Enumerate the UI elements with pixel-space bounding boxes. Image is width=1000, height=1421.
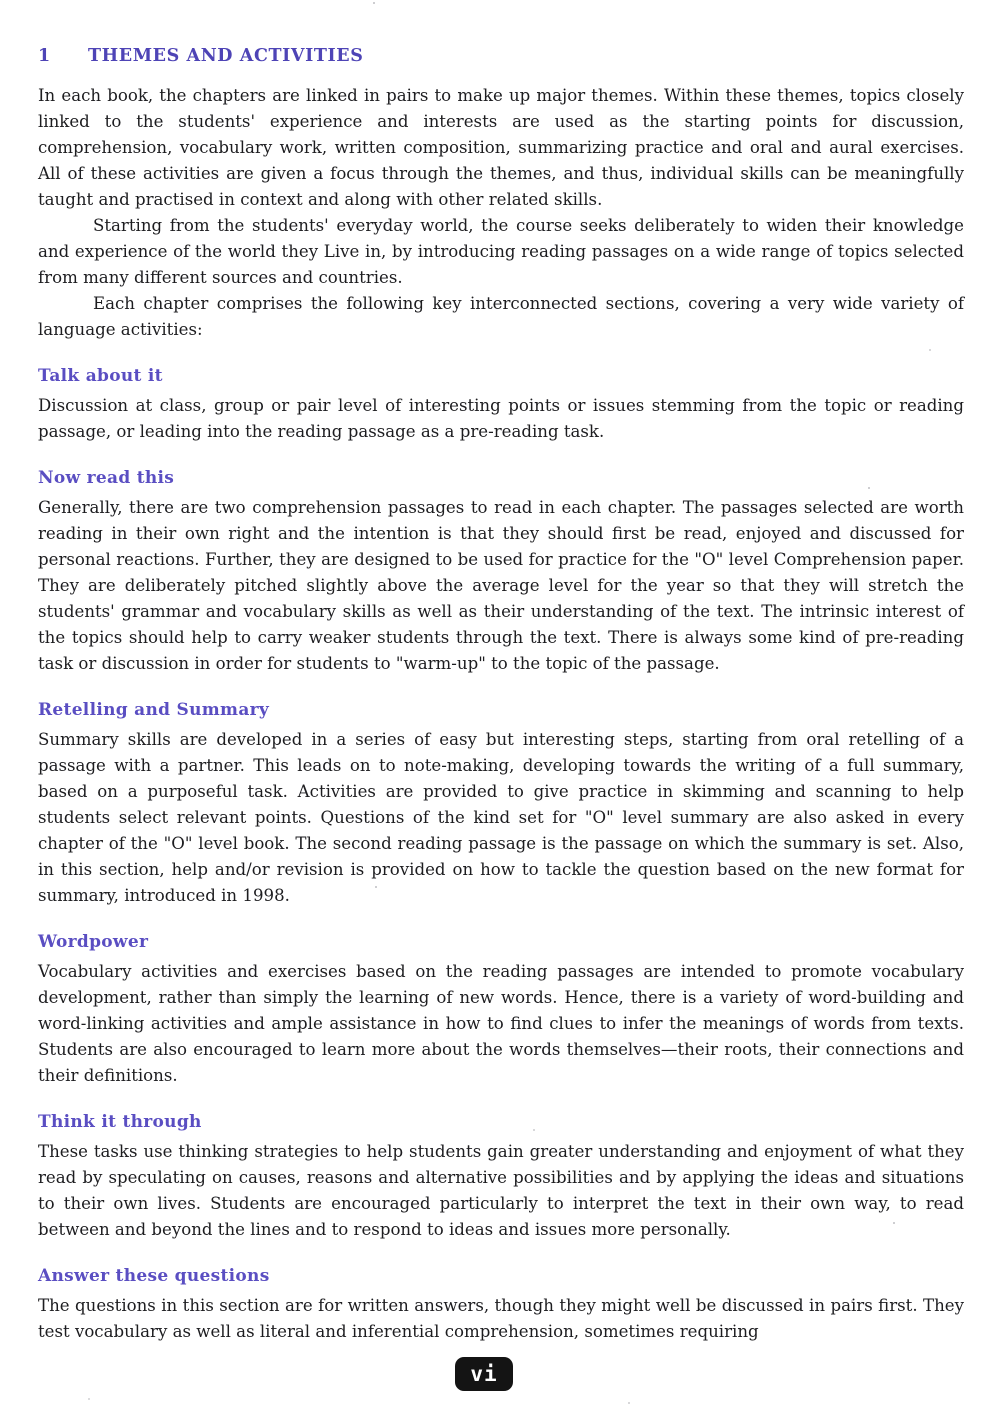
section-body: The questions in this section are for written answers, though they might well be discussed in pairs first. They test vocabulary as well as literal and inferential comprehension, sometimes requiring — [38, 1296, 964, 1341]
section-body: Discussion at class, group or pair level of interesting points or issues stemming from the topic or reading passage, or leading into the reading passage as a pre-reading task. — [38, 396, 964, 441]
section-heading: Answer these questions — [38, 1266, 270, 1286]
page-number-badge — [455, 1357, 513, 1391]
section-answer-these-questions — [38, 1264, 964, 1345]
page-title: THEMES AND ACTIVITIES — [88, 46, 364, 66]
chapter-header — [38, 46, 964, 66]
section-body: Vocabulary activities and exercises based on the reading passages are intended to promote vocabulary development, rather than simply the learning of new words. Hence, there is a variety of word-building and word-linking activities and ample assistance in how to find clues to infer the meanings of words from texts. Students are also encouraged to learn more about the words themselves—their roots, their connections and their definitions. — [38, 962, 964, 1085]
intro-paragraph-3: Each chapter comprises the following key interconnected sections, covering a very wide variety of language activities: — [38, 294, 964, 339]
section-heading: Retelling and Summary — [38, 700, 270, 720]
section-body: These tasks use thinking strategies to help students gain greater understanding and enjoyment of what they read by speculating on causes, reasons and alternative possibilities and by applying the ideas and situations to their own lives. Students are encouraged particularly to interpret the text in their own way, to read between and beyond the lines and to respond to ideas and issues more personally. — [38, 1142, 964, 1239]
intro-paragraph-1: In each book, the chapters are linked in pairs to make up major themes. Within these themes, topics closely linked to the students' experience and interests are used as the starting points for discussion, comprehension, vocabulary work, written composition, summarizing practice and oral and aural exercises. All of these activities are given a focus through the themes, and thus, individual skills can be meaningfully taught and practised in context and along with other related skills. — [38, 86, 964, 209]
document-body — [38, 83, 964, 1345]
section-retelling-and-summary — [38, 698, 964, 909]
section-heading: Think it through — [38, 1112, 202, 1132]
section-heading: Talk about it — [38, 366, 163, 386]
page-number: vi — [470, 1361, 498, 1386]
section-body: Generally, there are two comprehension passages to read in each chapter. The passages selected are worth reading in their own right and the intention is that they should first be read, enjoyed and discussed for personal reactions. Further, they are designed to be used for practice for the "O" level Comprehension paper. They are deliberately pitched slightly above the average level for the year so that they will stretch the students' grammar and vocabulary skills as well as their understanding of the text. The intrinsic interest of the topics should help to carry weaker students through the text. There is always some kind of pre-reading task or discussion in order for students to "warm-up" to the topic of the passage. — [38, 498, 964, 673]
intro-paragraph-2: Starting from the students' everyday world, the course seeks deliberately to widen their knowledge and experience of the world they Live in, by introducing reading passages on a wide range of topics selected from many different sources and countries. — [38, 216, 964, 287]
section-heading: Now read this — [38, 468, 175, 488]
section-body: Summary skills are developed in a series of easy but interesting steps, starting from oral retelling of a passage with a partner. This leads on to note-making, developing towards the writing of a full summary, based on a purposeful task. Activities are provided to give practice in skimming and scanning to help students select relevant points. Questions of the kind set for "O" level summary are also asked in every chapter of the "O" level book. The second reading passage is the passage on which the summary is set. Also, in this section, help and/or revision is provided on how to tackle the question based on the new format for summary, introduced in 1998. — [38, 730, 964, 905]
section-now-read-this — [38, 466, 964, 677]
section-talk-about-it — [38, 364, 964, 445]
chapter-number: 1 — [38, 46, 51, 66]
section-think-it-through — [38, 1110, 964, 1243]
section-wordpower — [38, 930, 964, 1089]
section-heading: Wordpower — [38, 932, 149, 952]
